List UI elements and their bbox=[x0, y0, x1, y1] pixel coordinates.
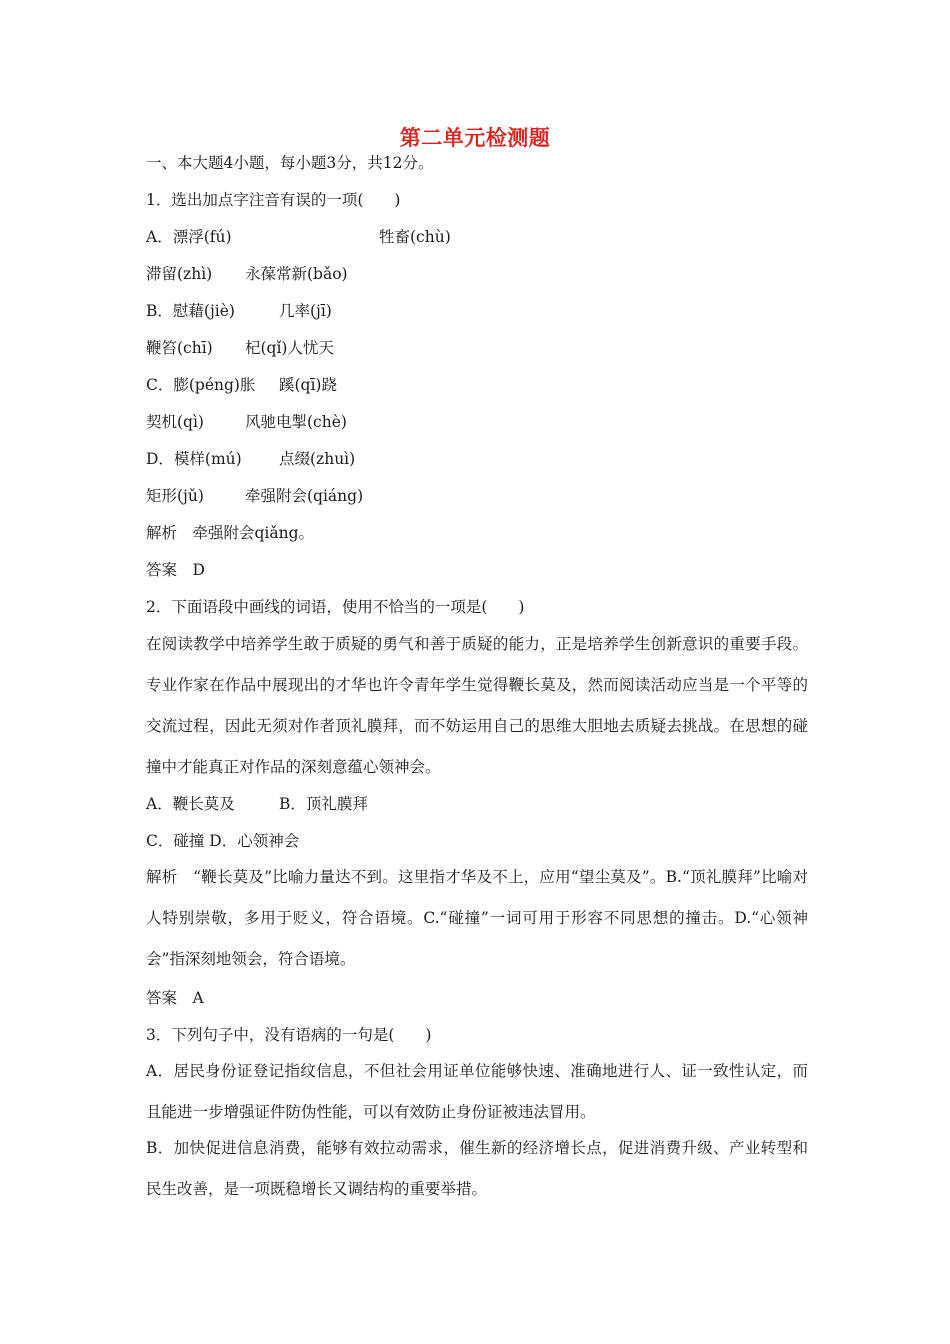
document-title: 第二单元检测题 bbox=[399, 125, 551, 150]
q1-d-item3: 矩形(jǔ) bbox=[146, 487, 204, 505]
q1-c-item3: 契机(qì) bbox=[146, 413, 204, 431]
section-header: 一、本大题4小题，每小题3分，共12分。 bbox=[146, 154, 434, 172]
q1-option-b-line2 bbox=[146, 337, 334, 359]
q2-option-a: A．鞭长莫及 bbox=[146, 795, 235, 813]
q3-option-a: A．居民身份证登记指纹信息，不但社会用证单位能够快速、准确地进行人、证一致性认定，而且能进一步增强证件防伪性能，可以有效防止身份证被违法冒用。 bbox=[146, 1062, 808, 1121]
q2-analysis: 解析 “鞭长莫及”比喻力量达不到。这里指才华及不上，应用“望尘莫及”。B.“顶礼膜拜”比喻对人特别崇敬，多用于贬义，符合语境。C.“碰撞”一词可用于形容不同思想的撞击。D.“心领神会”指深刻地领会，符合语境。 bbox=[146, 868, 808, 968]
q1-d-item4: 牵强附会(qiáng) bbox=[245, 487, 364, 505]
question-3-stem: 3．下列句子中，没有语病的一句是( ) bbox=[146, 1026, 432, 1044]
q2-passage: 在阅读教学中培养学生敢于质疑的勇气和善于质疑的能力，正是培养学生创新意识的重要手段。专业作家在作品中展现出的才华也许令青年学生觉得鞭长莫及，然而阅读活动应当是一个平等的交流过程，因此无须对作者顶礼膜拜，而不妨运用自己的思维大胆地去质疑去挑战。在思想的碰撞中才能真正对作品的深刻意蕴心领神会。 bbox=[146, 635, 808, 776]
q1-analysis: 解析 牵强附会qiǎng。 bbox=[146, 524, 315, 542]
q1-d-item1: D．模样(mú) bbox=[146, 450, 242, 468]
q1-c-item2: 蹊(qī)跷 bbox=[279, 376, 337, 394]
q1-b-item2: 几率(jī) bbox=[279, 302, 332, 320]
q1-option-d-line1 bbox=[146, 448, 356, 470]
q1-a-item3: 滞留(zhì) bbox=[146, 265, 213, 283]
q1-option-a-line2 bbox=[146, 263, 348, 285]
q2-answer: 答案 A bbox=[146, 989, 204, 1007]
q1-option-d-line2 bbox=[146, 485, 364, 507]
q1-c-item4: 风驰电掣(chè) bbox=[245, 413, 347, 431]
q2-options-cd: C．碰撞 D．心领神会 bbox=[146, 832, 300, 850]
q3-option-b: B．加快促进信息消费，能够有效拉动需求，催生新的经济增长点，促进消费升级、产业转型和民生改善，是一项既稳增长又调结构的重要举措。 bbox=[146, 1139, 808, 1198]
q1-option-c-line1 bbox=[146, 374, 337, 396]
q1-option-b-line1 bbox=[146, 300, 332, 322]
question-1-stem: 1．选出加点字注音有误的一项( ) bbox=[146, 191, 401, 209]
q1-a-item1: A．漂浮(fú) bbox=[146, 228, 232, 246]
question-2-stem: 2．下面语段中画线的词语，使用不恰当的一项是( ) bbox=[146, 598, 525, 616]
q1-option-a-line1 bbox=[146, 226, 451, 248]
q1-d-item2: 点缀(zhuì) bbox=[279, 450, 356, 468]
q1-answer: 答案 D bbox=[146, 561, 205, 579]
q1-b-item4: 杞(qǐ)人忧天 bbox=[245, 339, 334, 357]
q1-b-item3: 鞭笞(chī) bbox=[146, 339, 213, 357]
q1-a-item4: 永葆常新(bǎo) bbox=[245, 265, 348, 283]
q1-b-item1: B．慰藉(jiè) bbox=[146, 302, 235, 320]
q1-c-item1: C．膨(péng)胀 bbox=[146, 376, 256, 394]
q2-options-ab bbox=[146, 793, 368, 815]
q2-option-b: B．顶礼膜拜 bbox=[279, 795, 368, 813]
q1-a-item2: 牲畜(chù) bbox=[379, 228, 451, 246]
q1-option-c-line2 bbox=[146, 411, 347, 433]
